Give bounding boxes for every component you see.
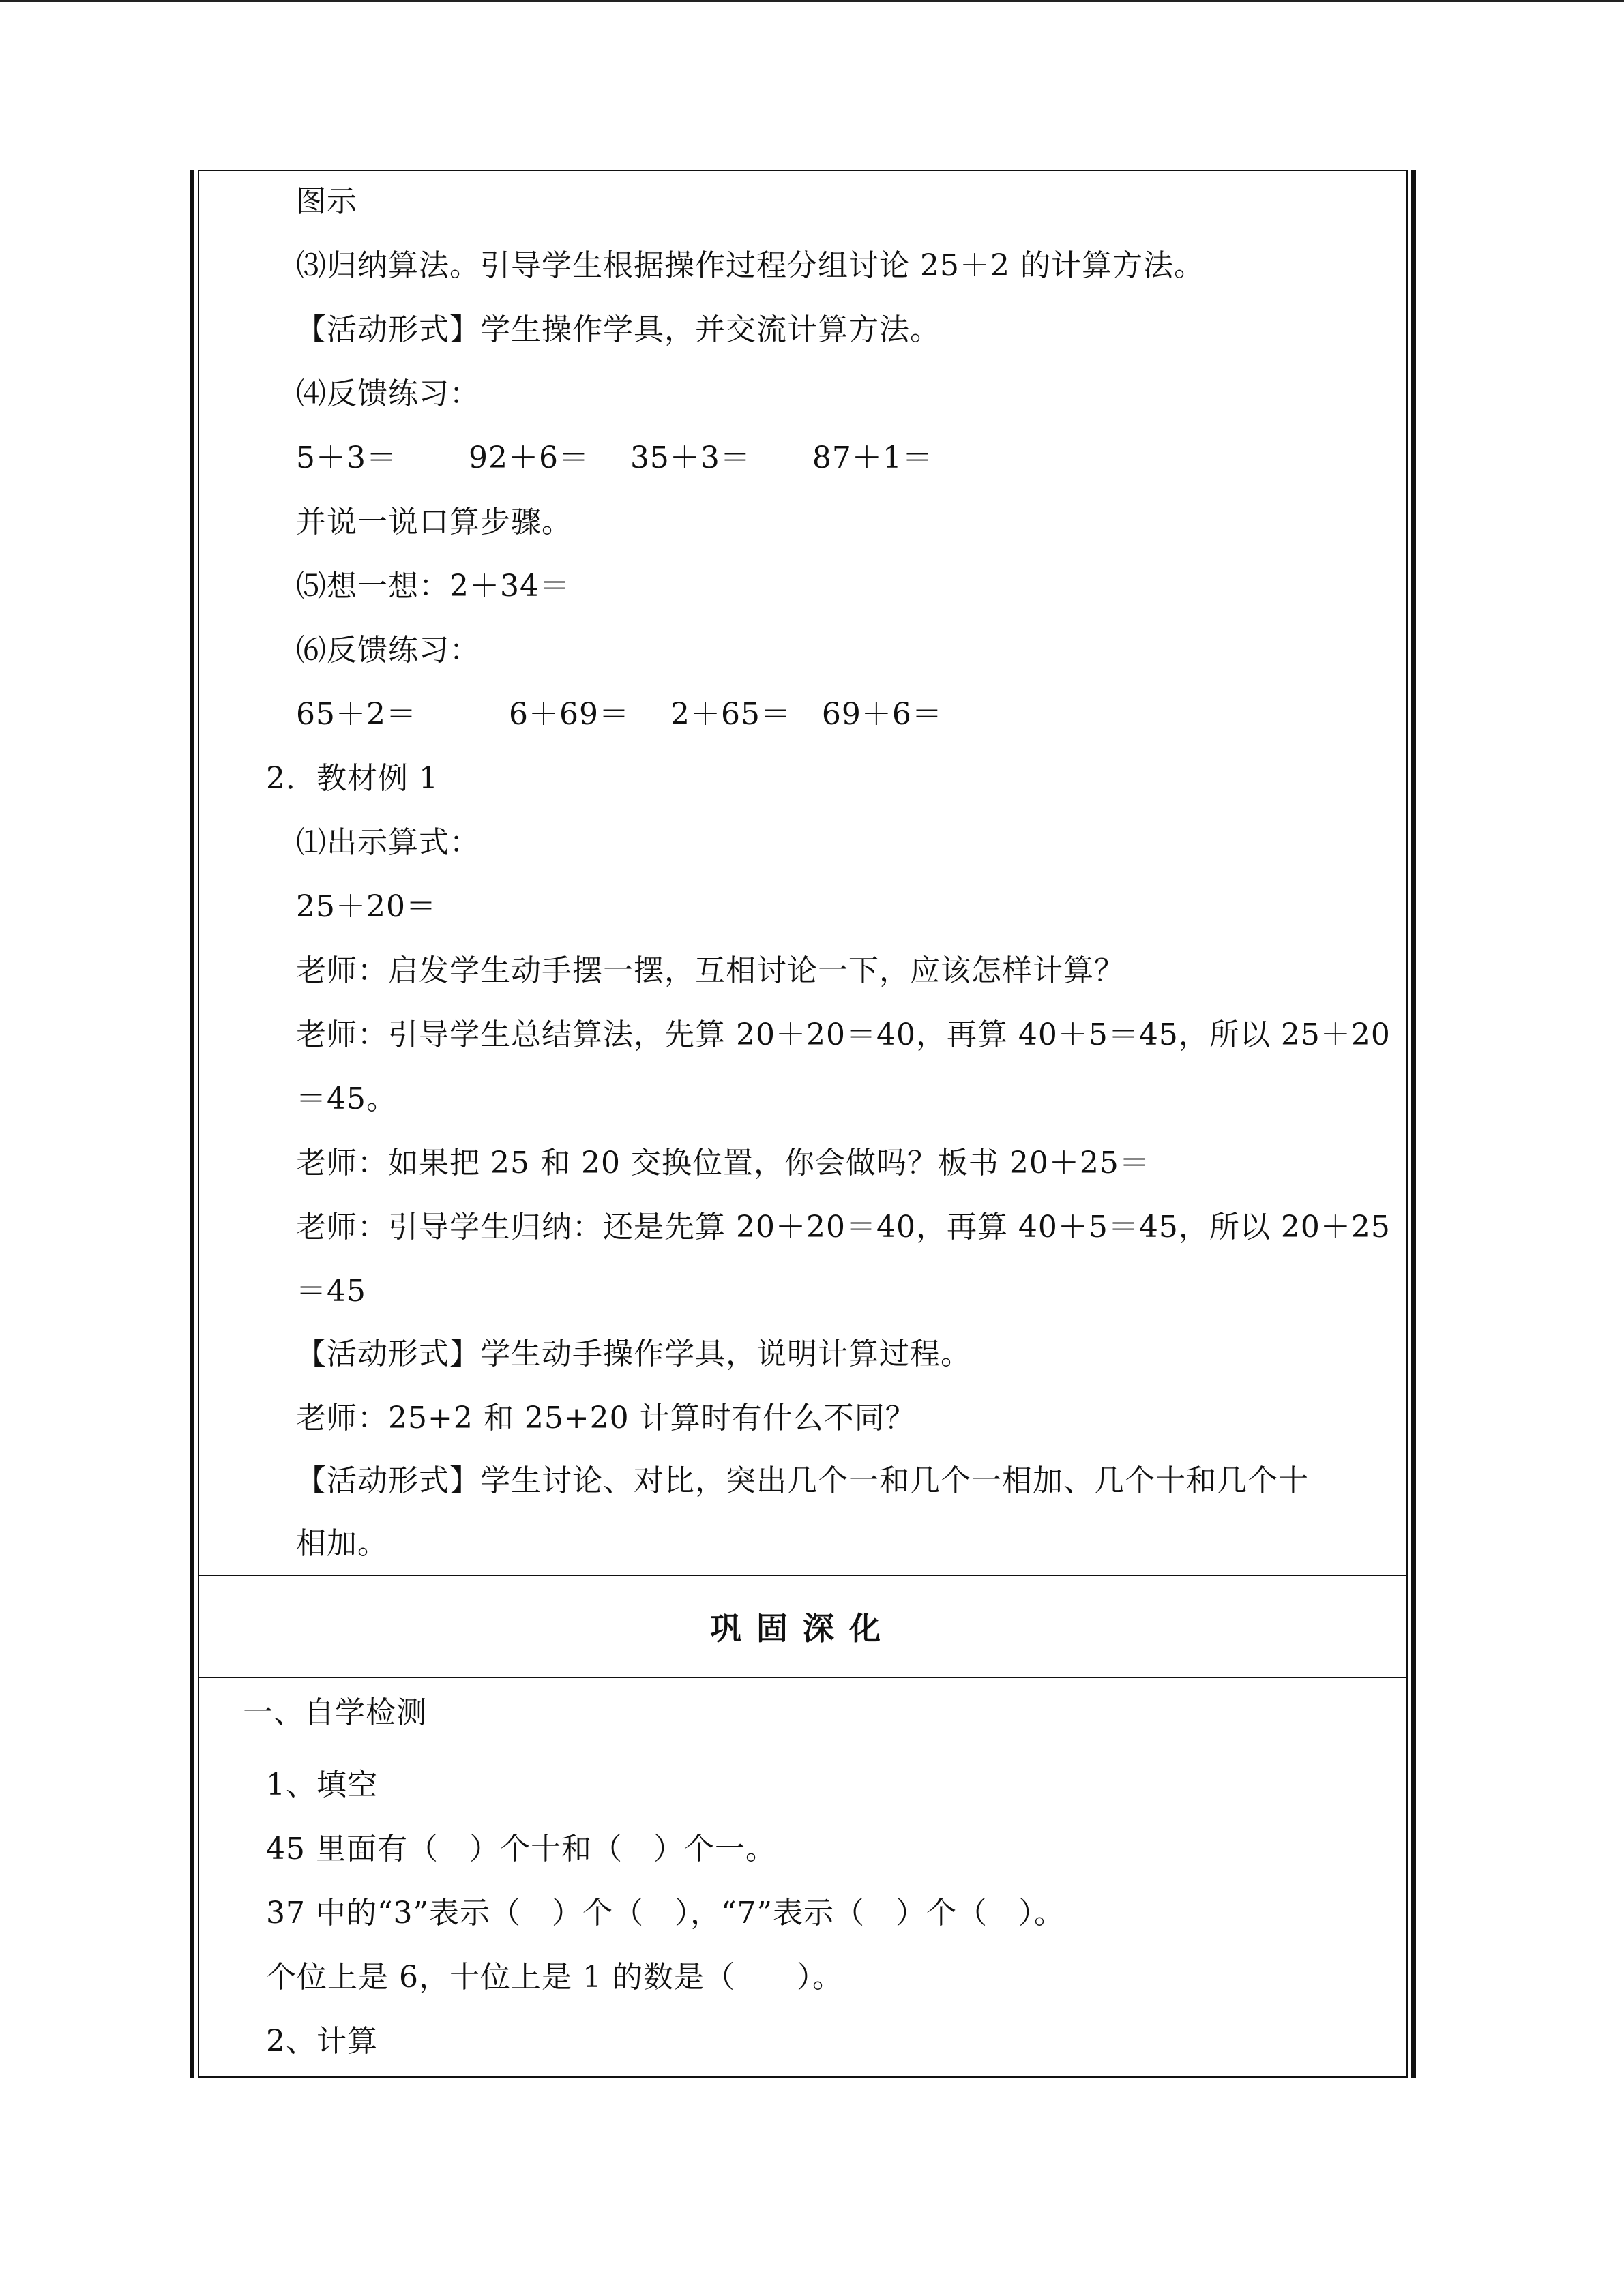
text-line: 老师：如果把 25 和 20 交换位置，你会做吗？板书 20＋25＝ bbox=[296, 1146, 1150, 1180]
table-border-right-outer bbox=[1411, 170, 1416, 2078]
table-border-left-outer bbox=[190, 170, 194, 2078]
table-border-top bbox=[198, 170, 1408, 171]
exercise-line: 45 里面有（ ）个十和（ ）个一。 bbox=[266, 1832, 776, 1866]
text-line: ⑹反馈练习： bbox=[296, 633, 480, 668]
text-line: ＝45 bbox=[296, 1274, 366, 1309]
text-line: 相加。 bbox=[296, 1526, 388, 1561]
exercise-line: 2、计算 bbox=[266, 2024, 378, 2059]
section-title: 巩固深化 bbox=[710, 1610, 896, 1647]
text-line: 老师：引导学生归纳：还是先算 20＋20＝40，再算 40＋5＝45，所以 20＋25 bbox=[296, 1210, 1391, 1244]
text-line: 老师：启发学生动手摆一摆，互相讨论一下，应该怎样计算？ bbox=[296, 953, 1125, 988]
text-line: 老师：引导学生总结算法，先算 20＋20＝40，再算 40＋5＝45，所以 25＋20 bbox=[296, 1017, 1391, 1052]
section-divider-top bbox=[199, 1575, 1406, 1576]
table-border-left-inner bbox=[198, 170, 199, 2078]
text-line: 并说一说口算步骤。 bbox=[296, 505, 572, 539]
text-line: 【活动形式】学生操作学具，并交流计算方法。 bbox=[296, 312, 941, 347]
exercise-line: 1、填空 bbox=[266, 1768, 378, 1802]
text-line: ⑸想一想：2＋34＝ bbox=[296, 569, 570, 603]
exercise-line: 个位上是 6，十位上是 1 的数是（ ）。 bbox=[266, 1960, 843, 1995]
text-line: 【活动形式】学生动手操作学具，说明计算过程。 bbox=[296, 1337, 971, 1371]
exercise-heading: 一、自学检测 bbox=[243, 1695, 427, 1730]
text-line: 25＋20＝ bbox=[296, 889, 437, 924]
text-line: 2．教材例 1 bbox=[266, 761, 439, 796]
table-border-bottom bbox=[198, 2076, 1408, 2078]
text-line: 老师：25+2 和 25+20 计算时有什么不同？ bbox=[296, 1401, 916, 1435]
text-line: ⑴出示算式： bbox=[296, 825, 480, 860]
exercise-line: 37 中的“3”表示（ ）个（ ），“7”表示（ ）个（ ）。 bbox=[266, 1896, 1065, 1930]
section-divider-bottom bbox=[199, 1677, 1406, 1678]
text-line: 65＋2＝ 6＋69＝ 2＋65＝ 69＋6＝ bbox=[296, 697, 943, 732]
text-line: 图示 bbox=[296, 184, 357, 219]
text-line: 5＋3＝ 92＋6＝ 35＋3＝ 87＋1＝ bbox=[296, 441, 933, 475]
text-line: 【活动形式】学生讨论、对比，突出几个一和几个一相加、几个十和几个十 bbox=[296, 1463, 1309, 1498]
text-line: ＝45。 bbox=[296, 1082, 397, 1116]
text-line: ⑶归纳算法。引导学生根据操作过程分组讨论 25＋2 的计算方法。 bbox=[296, 248, 1205, 283]
text-line: ⑷反馈练习： bbox=[296, 376, 480, 411]
table-border-right-inner bbox=[1406, 170, 1408, 2078]
page-top-rule bbox=[0, 0, 1624, 2]
